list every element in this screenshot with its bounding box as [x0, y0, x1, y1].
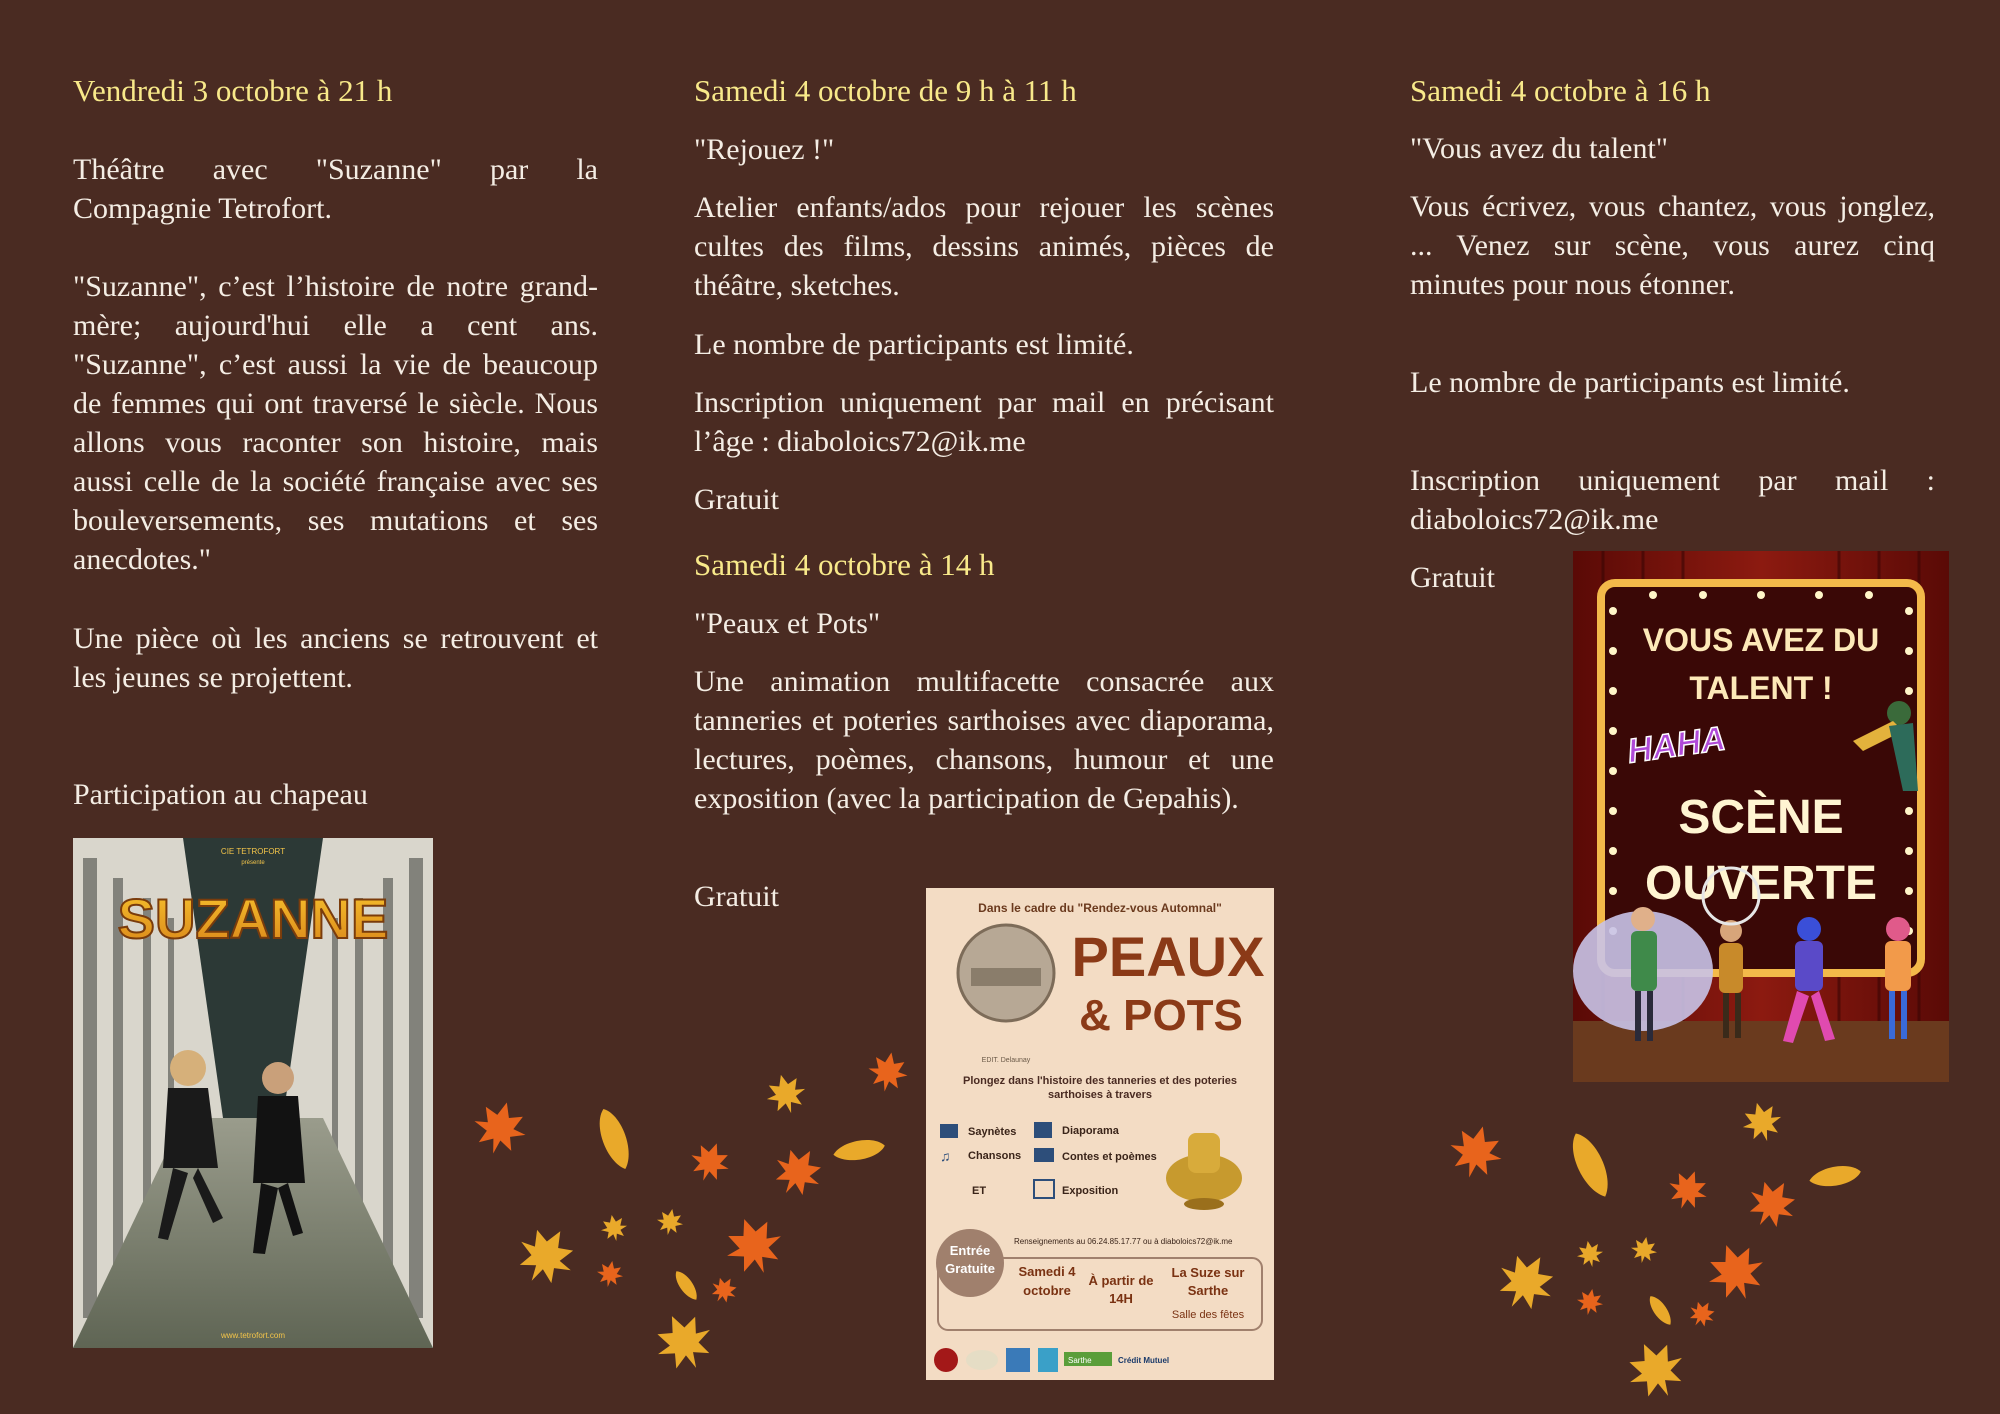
event2-date: Samedi 4 octobre à 14 h — [694, 547, 995, 582]
leaves-left-cluster — [468, 1049, 911, 1380]
event2-title: "Peaux et Pots" — [694, 607, 881, 640]
photo-credit: EDIT. Delaunay — [981, 1057, 1031, 1064]
event3-title: "Vous avez du talent" — [1410, 132, 1669, 165]
poster3-haha: HAHA — [1625, 719, 1728, 771]
tagline-text: Une pièce où les anciens se retrouvent et les jeunes se projettent. — [73, 622, 598, 694]
poster-website: www.tetrofort.com — [220, 1331, 286, 1340]
suzanne-poster-art — [73, 838, 433, 1348]
poster2-subtitle: Plongez dans l'histoire des tanneries et des poteries sarthoises à travers — [962, 1075, 1238, 1101]
poster3-line1: VOUS AVEZ DU — [1642, 622, 1880, 658]
sponsor-sarthe: Sarthe — [1068, 1356, 1092, 1365]
entry-free: Entrée Gratuite — [945, 1243, 995, 1276]
poster-presents: présente — [241, 860, 265, 866]
story-text: "Suzanne", c’est l’histoire de notre grand-mère; aujourd'hui elle a cent ans. "Suzanne", c’est aussi la vie de beaucoup de femmes qui ont traversé le siècle. Nous allons vous raconter son histoire, mais aussi celle de la société française avec ses bouleversements, ses mutations et ses anecdotes." — [73, 270, 598, 576]
event1-limit: Le nombre de participants est limité. — [694, 328, 1134, 361]
sponsor-credit-mutuel: Crédit Mutuel — [1118, 1356, 1170, 1365]
scene-ouverte-poster-art — [1573, 551, 1949, 1082]
poster2-contact: Renseignements au 06.24.85.17.77 ou à diaboloics72@ik.me — [1014, 1237, 1233, 1246]
price-text: Participation au chapeau — [73, 778, 368, 811]
suzanne-poster — [73, 838, 433, 1348]
item-exposition: Exposition — [1062, 1185, 1119, 1197]
poster2-venue: Salle des fêtes — [1171, 1309, 1245, 1321]
poster2-where: La Suze sur Sarthe — [1171, 1265, 1245, 1298]
event1-date: Samedi 4 octobre de 9 h à 11 h — [694, 73, 1077, 108]
item-contes: Contes et poèmes — [1062, 1151, 1157, 1163]
poster2-time: À partir de 14H — [1088, 1273, 1154, 1306]
poster3-line2: TALENT ! — [1689, 670, 1833, 706]
event1-price: Gratuit — [694, 483, 779, 516]
event1-description: Atelier enfants/ados pour rejouer les scènes cultes des films, dessins animés, pièces de théâtre, sketches. — [694, 191, 1274, 302]
poster3-line4: OUVERTE — [1644, 857, 1878, 910]
poster3-line3: SCÈNE — [1678, 791, 1844, 844]
saynetes-icon — [940, 1124, 958, 1138]
leaves-right-cluster — [1444, 1098, 1863, 1408]
event2-description: Une animation multifacette consacrée aux tanneries et poteries sarthoises avec diaporama, lectures, poèmes, chansons, humour et une exposition (avec la participation de Gepahis). — [694, 665, 1274, 815]
event1-title: "Rejouez !" — [694, 133, 835, 166]
poster-company: CIE TETROFORT — [220, 847, 286, 856]
item-saynetes: Saynètes — [968, 1126, 1017, 1138]
event1-registration: Inscription uniquement par mail en précisant l’âge : diaboloics72@ik.me — [694, 386, 1274, 458]
event3-registration: Inscription uniquement par mail : diaboloics72@ik.me — [1410, 464, 1935, 536]
scene-ouverte-poster — [1573, 551, 1949, 1082]
book-icon — [1034, 1148, 1054, 1162]
event3-date: Samedi 4 octobre à 16 h — [1410, 73, 1711, 108]
event2-price: Gratuit — [694, 880, 779, 913]
poster2-title1: PEAUX — [1071, 925, 1265, 988]
event3-description: Vous écrivez, vous chantez, vous jonglez, ... Venez sur scène, vous aurez cinq minutes pour nous étonner. — [1410, 190, 1935, 301]
item-et: ET — [972, 1185, 987, 1197]
event3-limit: Le nombre de participants est limité. — [1410, 366, 1850, 399]
event-date: Vendredi 3 octobre à 21 h — [73, 73, 393, 108]
diaporama-icon — [1034, 1122, 1052, 1138]
intro-line-2: Compagnie Tetrofort. — [73, 192, 332, 225]
intro-text: Théâtre avec "Suzanne" par la — [73, 153, 598, 186]
poster2-header: Dans le cadre du "Rendez-vous Automnal" — [978, 901, 1222, 915]
poster-title: SUZANNE — [117, 887, 389, 950]
music-note-icon: ♫ — [940, 1148, 951, 1164]
peaux-pots-poster — [926, 888, 1274, 1380]
intro-line-1 — [73, 150, 598, 189]
item-diaporama: Diaporama — [1062, 1125, 1119, 1137]
poster2-when: Samedi 4 octobre — [1018, 1264, 1076, 1298]
item-chansons: Chansons — [968, 1150, 1022, 1162]
poster2-title2: & POTS — [1079, 991, 1243, 1040]
peaux-pots-poster-art — [926, 888, 1274, 1380]
event3-price: Gratuit — [1410, 561, 1495, 594]
